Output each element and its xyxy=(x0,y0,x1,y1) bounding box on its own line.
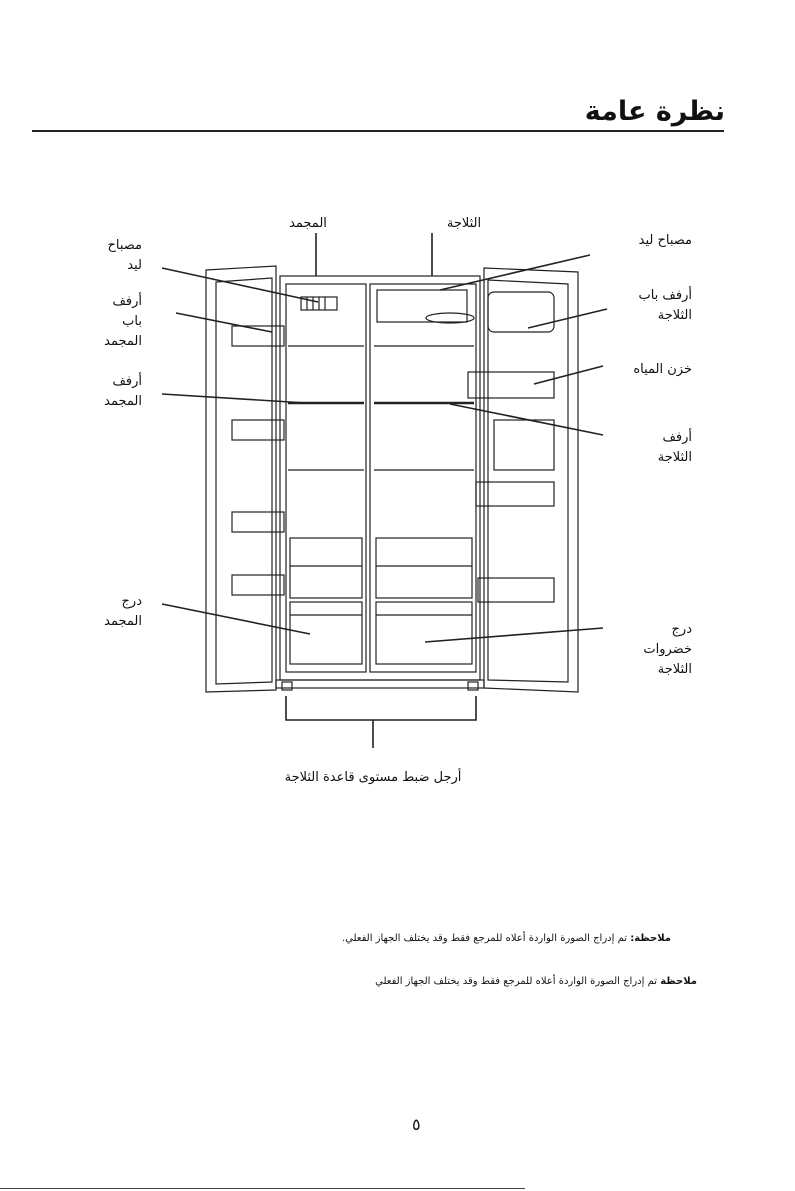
note-2-text: تم إدراج الصورة الواردة أعلاه للمرجع فقط وقد يختلف الجهاز الفعلي xyxy=(375,976,658,987)
fridge-door xyxy=(468,268,578,692)
note-1 xyxy=(342,933,671,944)
cabinet-outline xyxy=(280,276,480,680)
note-1-label: ملاحظة: xyxy=(630,933,671,944)
label-fridge-top: الثلاجة xyxy=(446,216,482,231)
note-1-text: تم إدراج الصورة الواردة أعلاه للمرجع فقط وقد يختلف الجهاز الفعلي. xyxy=(341,933,628,944)
fridge-compartment xyxy=(370,284,476,672)
label-freezer-door-shelves: أرفف باب المجمد xyxy=(104,294,142,349)
label-fridge-shelves: أرفف الثلاجة xyxy=(657,430,692,465)
freezer-compartment xyxy=(286,284,366,672)
label-freezer-drawer: درج المجمد xyxy=(104,594,142,629)
freezer-door xyxy=(206,266,284,692)
label-led-right: مصباح ليد xyxy=(638,233,692,248)
label-led-left: مصباح ليد xyxy=(107,238,142,273)
label-freezer-shelves: أرفف المجمد xyxy=(104,374,142,409)
footer-line xyxy=(0,1188,525,1189)
note-2 xyxy=(375,976,697,987)
label-leveling-feet: أرجل ضبط مستوى قاعدة الثلاجة xyxy=(284,770,462,785)
freezer-shelves xyxy=(288,346,364,664)
page-title: نظرة عامة xyxy=(584,96,725,127)
label-fridge-door-shelves: أرفف باب الثلاجة xyxy=(638,288,692,323)
label-freezer-top: المجمد xyxy=(289,216,327,231)
note-2-label: ملاحظة xyxy=(660,976,697,987)
fridge-shelves xyxy=(374,290,474,664)
leveling-feet xyxy=(276,680,484,690)
callout-lines xyxy=(162,233,607,748)
page-number: ٥ xyxy=(412,1115,421,1134)
label-water-tank: خزن المياه xyxy=(633,362,692,377)
label-crisper-drawer: درج خضروات الثلاجة xyxy=(643,622,692,677)
